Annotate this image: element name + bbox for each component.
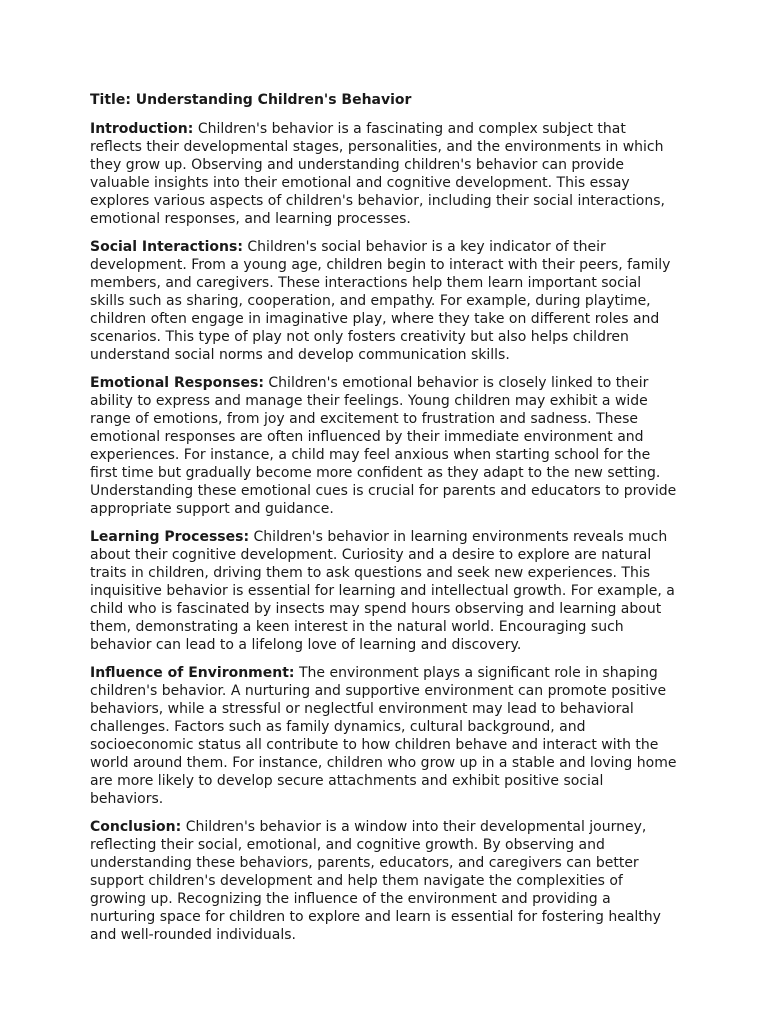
section-conclusion xyxy=(90,818,678,944)
document-title: Title: Understanding Children's Behavior xyxy=(90,92,412,108)
section-heading: Influence of Environment: xyxy=(90,665,295,681)
section-body: Children's behavior in learning environments reveals much about their cognitive development. Curiosity and a desire to explore are natural traits in children, driving them to ask questions and seek new experiences. This inquisitive behavior is essential for learning and intellectual growth. For example, a child who is fascinated by insects may spend hours observing and learning about them, demonstrating a keen interest in the natural world. Encouraging such behavior can lead to a lifelong love of learning and discovery. xyxy=(90,529,675,653)
section-body: Children's social behavior is a key indicator of their development. From a young age, children begin to interact with their peers, family members, and caregivers. These interactions help them learn important social skills such as sharing, cooperation, and empathy. For example, during playtime, children often engage in imaginative play, where they take on different roles and scenarios. This type of play not only fosters creativity but also helps children understand social norms and develop communication skills. xyxy=(90,239,671,363)
section-body: Children's behavior is a fascinating and complex subject that reflects their developmental stages, personalities, and the environments in which they grow up. Observing and understanding children's behavior can provide valuable insights into their emotional and cognitive development. This essay explores various aspects of children's behavior, including their social interactions, emotional responses, and learning processes. xyxy=(90,121,665,227)
section-heading: Social Interactions: xyxy=(90,239,243,255)
section-influence-of-environment xyxy=(90,664,678,808)
section-heading: Conclusion: xyxy=(90,819,182,835)
section-heading: Emotional Responses: xyxy=(90,375,264,391)
section-heading: Learning Processes: xyxy=(90,529,250,545)
section-emotional-responses xyxy=(90,374,678,518)
section-social-interactions xyxy=(90,238,678,364)
section-heading: Introduction: xyxy=(90,121,194,137)
section-body: The environment plays a significant role in shaping children's behavior. A nurturing and supportive environment can promote positive behaviors, while a stressful or neglectful environment may lead to behavioral challenges. Factors such as family dynamics, cultural background, and socioeconomic status all contribute to how children behave and interact with the world around them. For instance, children who grow up in a stable and loving home are more likely to develop secure attachments and exhibit positive social behaviors. xyxy=(90,665,677,807)
section-body: Children's emotional behavior is closely linked to their ability to express and manage their feelings. Young children may exhibit a wide range of emotions, from joy and excitement to frustration and sadness. These emotional responses are often influenced by their immediate environment and experiences. For instance, a child may feel anxious when starting school for the first time but gradually become more confident as they adapt to the new setting. Understanding these emotional cues is crucial for parents and educators to provide appropriate support and guidance. xyxy=(90,375,677,517)
section-learning-processes xyxy=(90,528,678,654)
section-introduction xyxy=(90,120,678,228)
section-body: Children's behavior is a window into their developmental journey, reflecting their social, emotional, and cognitive growth. By observing and understanding these behaviors, parents, educators, and caregivers can better support children's development and help them navigate the complexities of growing up. Recognizing the influence of the environment and providing a nurturing space for children to explore and learn is essential for fostering healthy and well-rounded individuals. xyxy=(90,819,661,943)
